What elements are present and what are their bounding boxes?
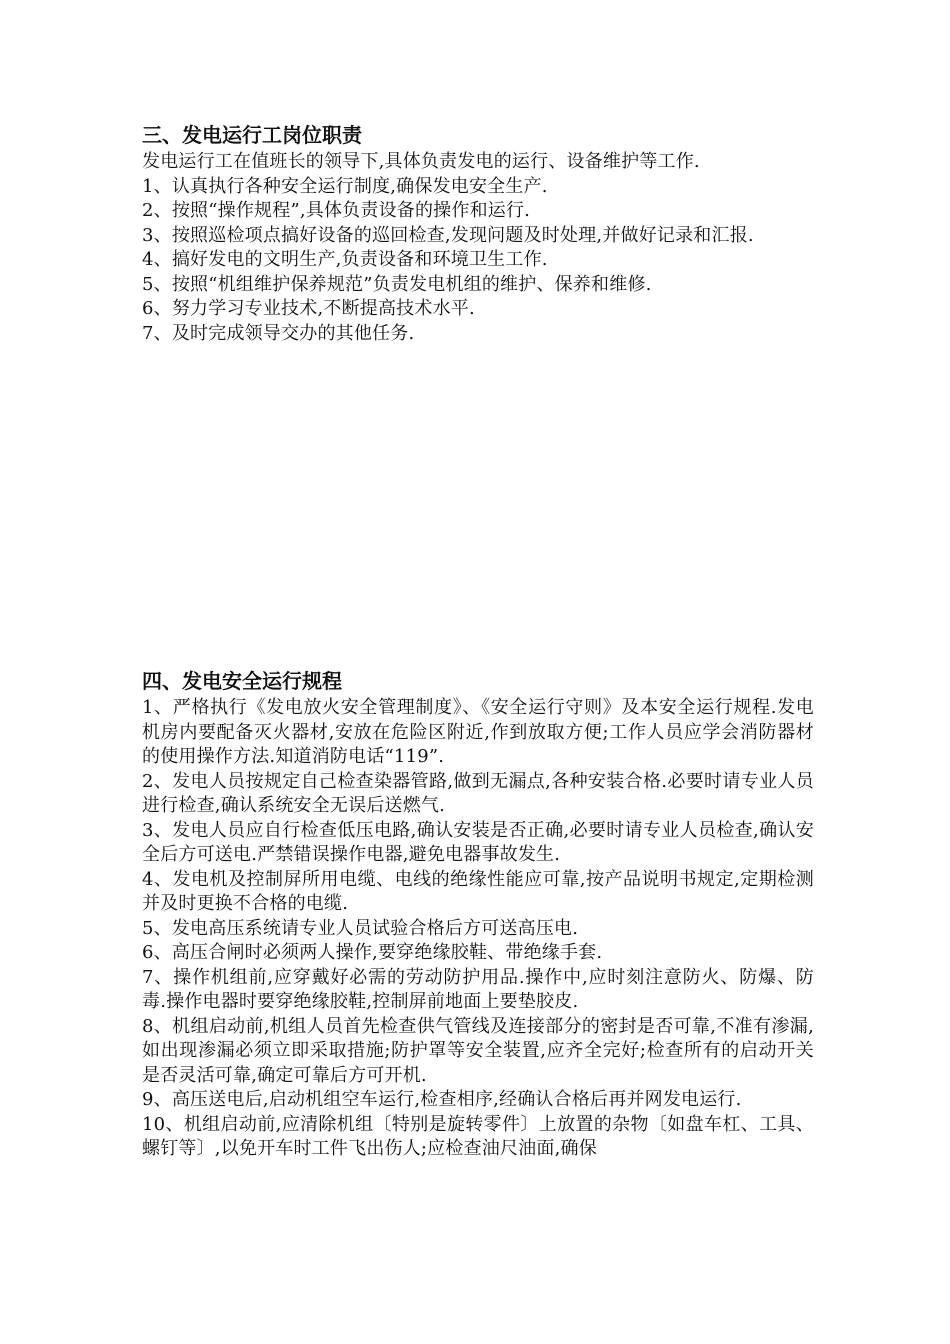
list-item: 5、按照“机组维护保养规范”负责发电机组的维护、保养和维修. (142, 273, 652, 295)
list-item: 6、努力学习专业技术,不断提高技术水平. (142, 298, 475, 319)
list-item: 7、操作机组前,应穿戴好必需的劳动防护用品.操作中,应时刻注意防火、防爆、防毒.操作电器时要穿绝缘胶鞋,控制屏前地面上要垫胶皮. (142, 966, 814, 1012)
list-item: 7、及时完成领导交办的其他任务. (142, 322, 415, 344)
list-item: 3、按照巡检项点搞好设备的巡回检查,发现问题及时处理,并做好记录和汇报. (142, 224, 754, 246)
list-item: 2、发电人员按规定自己检查染器管路,做到无漏点,各种安装合格.必要时请专业人员进行检查,确认系统安全无误后送燃气. (142, 770, 814, 816)
section-heading: 三、发电运行工岗位职责 (142, 123, 362, 147)
section-heading: 四、发电安全运行规程 (142, 669, 342, 693)
list-item: 3、发电人员应自行检查低压电路,确认安装是否正确,必要时请专业人员检查,确认安全后方可送电.严禁错误操作电器,避免电器事故发生. (142, 819, 814, 865)
list-item: 4、搞好发电的文明生产,负责设备和环境卫生工作. (142, 249, 548, 270)
section-safety-rules (142, 668, 814, 1162)
list-item: 10、机组启动前,应清除机组〔特别是旋转零件〕上放置的杂物〔如盘车杠、工具、螺钉等〕,以免开车时工件飞出伤人;应检查油尺油面,确保 (142, 1113, 814, 1159)
list-item: 1、认真执行各种安全运行制度,确保发电安全生产. (142, 175, 548, 197)
list-item: 4、发电机及控制屏所用电缆、电线的绝缘性能应可靠,按产品说明书规定,定期检测并及时更换不合格的电缆. (142, 868, 814, 914)
list-item: 6、高压合闸时必须两人操作,要穿绝缘胶鞋、带绝缘手套. (142, 942, 603, 963)
list-item: 2、按照“操作规程”,具体负责设备的操作和运行. (142, 200, 531, 221)
list-item: 9、高压送电后,启动机组空车运行,检查相序,经确认合格后再并网发电运行. (142, 1089, 742, 1110)
list-item: 8、机组启动前,机组人员首先检查供气管线及连接部分的密封是否可靠,不准有渗漏,如出现渗漏必须立即采取措施;防护罩等安全装置,应齐全完好;检查所有的启动开关是否灵活可靠,确定可靠后方可开机. (142, 1015, 814, 1086)
paragraph: 发电运行工在值班长的领导下,具体负责发电的运行、设备维护等工作. (142, 151, 700, 172)
list-item: 5、发电高压系统请专业人员试验合格后方可送高压电. (142, 917, 579, 939)
list-item: 1、严格执行《发电放火安全管理制度》、《安全运行守则》及本安全运行规程.发电机房内要配备灭火器材,安放在危险区附近,作到放取方便;工作人员应学会消防器材的使用操作方法.知道消防电话“119”. (142, 697, 814, 767)
section-job-duties (142, 122, 814, 346)
